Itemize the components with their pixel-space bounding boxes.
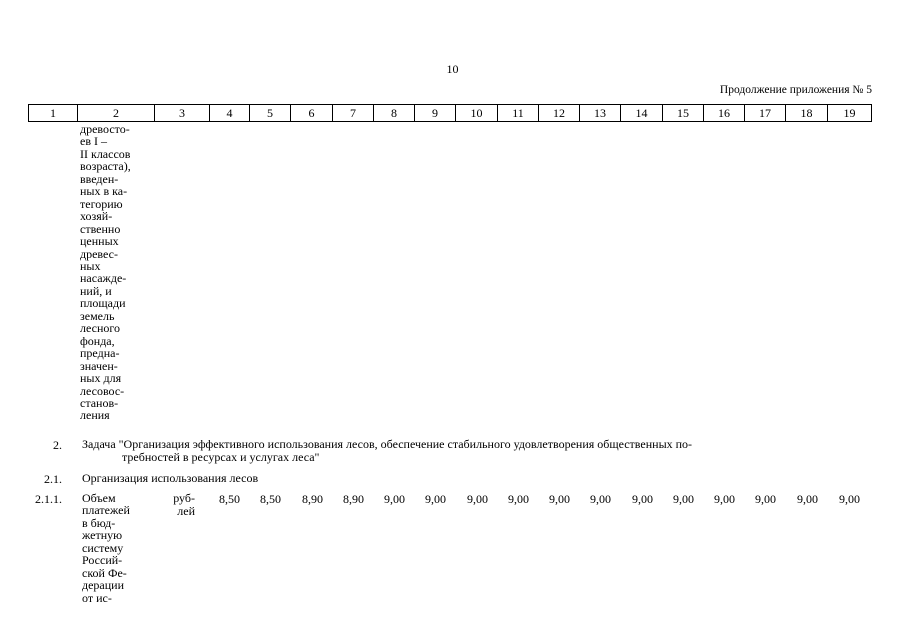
column-header-2: 2 — [78, 105, 155, 122]
value-col-15: 9,00 — [673, 492, 694, 506]
row-2-1-1-text-line-9: от ис- — [82, 590, 112, 605]
row-2-1-1-text-line-5: систему — [82, 540, 124, 555]
row-2-1-1-unit — [150, 492, 195, 517]
row-2-1-1-text-line-3: в бюд- — [82, 515, 116, 530]
continued-text-line-1: древосто- — [80, 122, 130, 136]
continued-text-line-19: предна- — [80, 346, 120, 361]
column-header-3: 3 — [155, 105, 210, 122]
continued-text-line-12: ных — [80, 258, 101, 273]
value-col-4: 8,50 — [219, 492, 240, 506]
value-col-18: 9,00 — [797, 492, 818, 506]
column-header-4: 4 — [210, 105, 250, 122]
row-2-1-1-text-line-1: Объем — [82, 491, 116, 505]
continued-text-line-15: площади — [80, 296, 126, 311]
column-header-17: 17 — [745, 105, 786, 122]
column-header-16: 16 — [704, 105, 745, 122]
value-col-5: 8,50 — [260, 492, 281, 506]
continued-text-line-13: насажде- — [80, 271, 127, 286]
continued-text-line-10: ценных — [80, 234, 119, 249]
row-2-1-1-text-line-2: платежей — [82, 503, 130, 518]
continued-text-line-14: ний, и — [80, 283, 112, 298]
column-header-12: 12 — [539, 105, 580, 122]
value-col-8: 9,00 — [384, 492, 405, 506]
column-header-7: 7 — [333, 105, 374, 122]
continued-row-text — [80, 123, 170, 422]
column-number-row — [29, 105, 872, 122]
row-2-1-1-text-line-6: Россий- — [82, 553, 123, 568]
value-col-12: 9,00 — [549, 492, 570, 506]
column-header-1: 1 — [29, 105, 78, 122]
row-2-1-1-unit-line-2: лей — [177, 503, 195, 518]
continued-text-line-17: лесного — [80, 321, 120, 336]
row-2-1-1-number: 2.1.1. — [35, 492, 62, 506]
continued-text-line-8: хозяй- — [80, 209, 113, 224]
section-2-1-number: 2.1. — [44, 472, 62, 486]
continued-text-line-23: станов- — [80, 395, 119, 410]
column-header-13: 13 — [580, 105, 621, 122]
value-col-13: 9,00 — [590, 492, 611, 506]
continued-text-line-18: фонда, — [80, 333, 115, 348]
column-header-8: 8 — [374, 105, 415, 122]
value-col-6: 8,90 — [302, 492, 323, 506]
value-col-14: 9,00 — [632, 492, 653, 506]
continued-text-line-20: значен- — [80, 358, 118, 373]
continued-text-line-16: земель — [80, 308, 115, 323]
header-row-table — [28, 104, 872, 122]
column-header-14: 14 — [621, 105, 663, 122]
column-header-18: 18 — [786, 105, 828, 122]
column-header-10: 10 — [456, 105, 498, 122]
section-2-number: 2. — [53, 438, 62, 452]
continued-text-line-6: ных в ка- — [80, 184, 128, 199]
value-col-10: 9,00 — [467, 492, 488, 506]
continued-text-line-5: введен- — [80, 171, 119, 186]
continued-text-line-9: ственно — [80, 221, 121, 236]
continued-text-line-3: II классов — [80, 146, 131, 161]
value-col-11: 9,00 — [508, 492, 529, 506]
continued-text-line-2: ев I – — [80, 134, 107, 149]
column-header-11: 11 — [498, 105, 539, 122]
column-header-6: 6 — [291, 105, 333, 122]
value-col-9: 9,00 — [425, 492, 446, 506]
column-header-9: 9 — [415, 105, 456, 122]
section-2-title-line1: Задача "Организация эффективного использования лесов, обеспечение стабильного удовлетворения общественных по- — [82, 437, 693, 451]
column-header-15: 15 — [663, 105, 704, 122]
column-header-5: 5 — [250, 105, 291, 122]
section-2-title-line2: требностей в ресурсах и услугах леса" — [122, 450, 320, 464]
row-2-1-1-unit-line-1: руб- — [173, 491, 195, 505]
value-col-19: 9,00 — [839, 492, 860, 506]
continued-text-line-21: ных для — [80, 371, 122, 386]
row-2-1-1-text-line-7: ской Фе- — [82, 565, 127, 580]
page-number: 10 — [446, 62, 459, 76]
continued-text-line-22: лесовос- — [80, 383, 125, 398]
row-2-1-1-text-line-4: жетную — [82, 528, 123, 543]
value-col-16: 9,00 — [714, 492, 735, 506]
continued-text-line-7: тегорию — [80, 196, 123, 211]
row-2-1-1-text-line-8: дерации — [82, 578, 125, 593]
continued-text-line-24: ления — [80, 408, 110, 423]
continuation-label: Продолжение приложения № 5 — [719, 84, 872, 96]
section-2-title — [82, 438, 872, 464]
column-header-19: 19 — [828, 105, 872, 122]
section-2-1-title: Организация использования лесов — [82, 471, 259, 485]
value-col-17: 9,00 — [755, 492, 776, 506]
continued-text-line-11: древес- — [80, 246, 118, 261]
continued-text-line-4: возраста), — [80, 159, 131, 174]
value-col-7: 8,90 — [343, 492, 364, 506]
